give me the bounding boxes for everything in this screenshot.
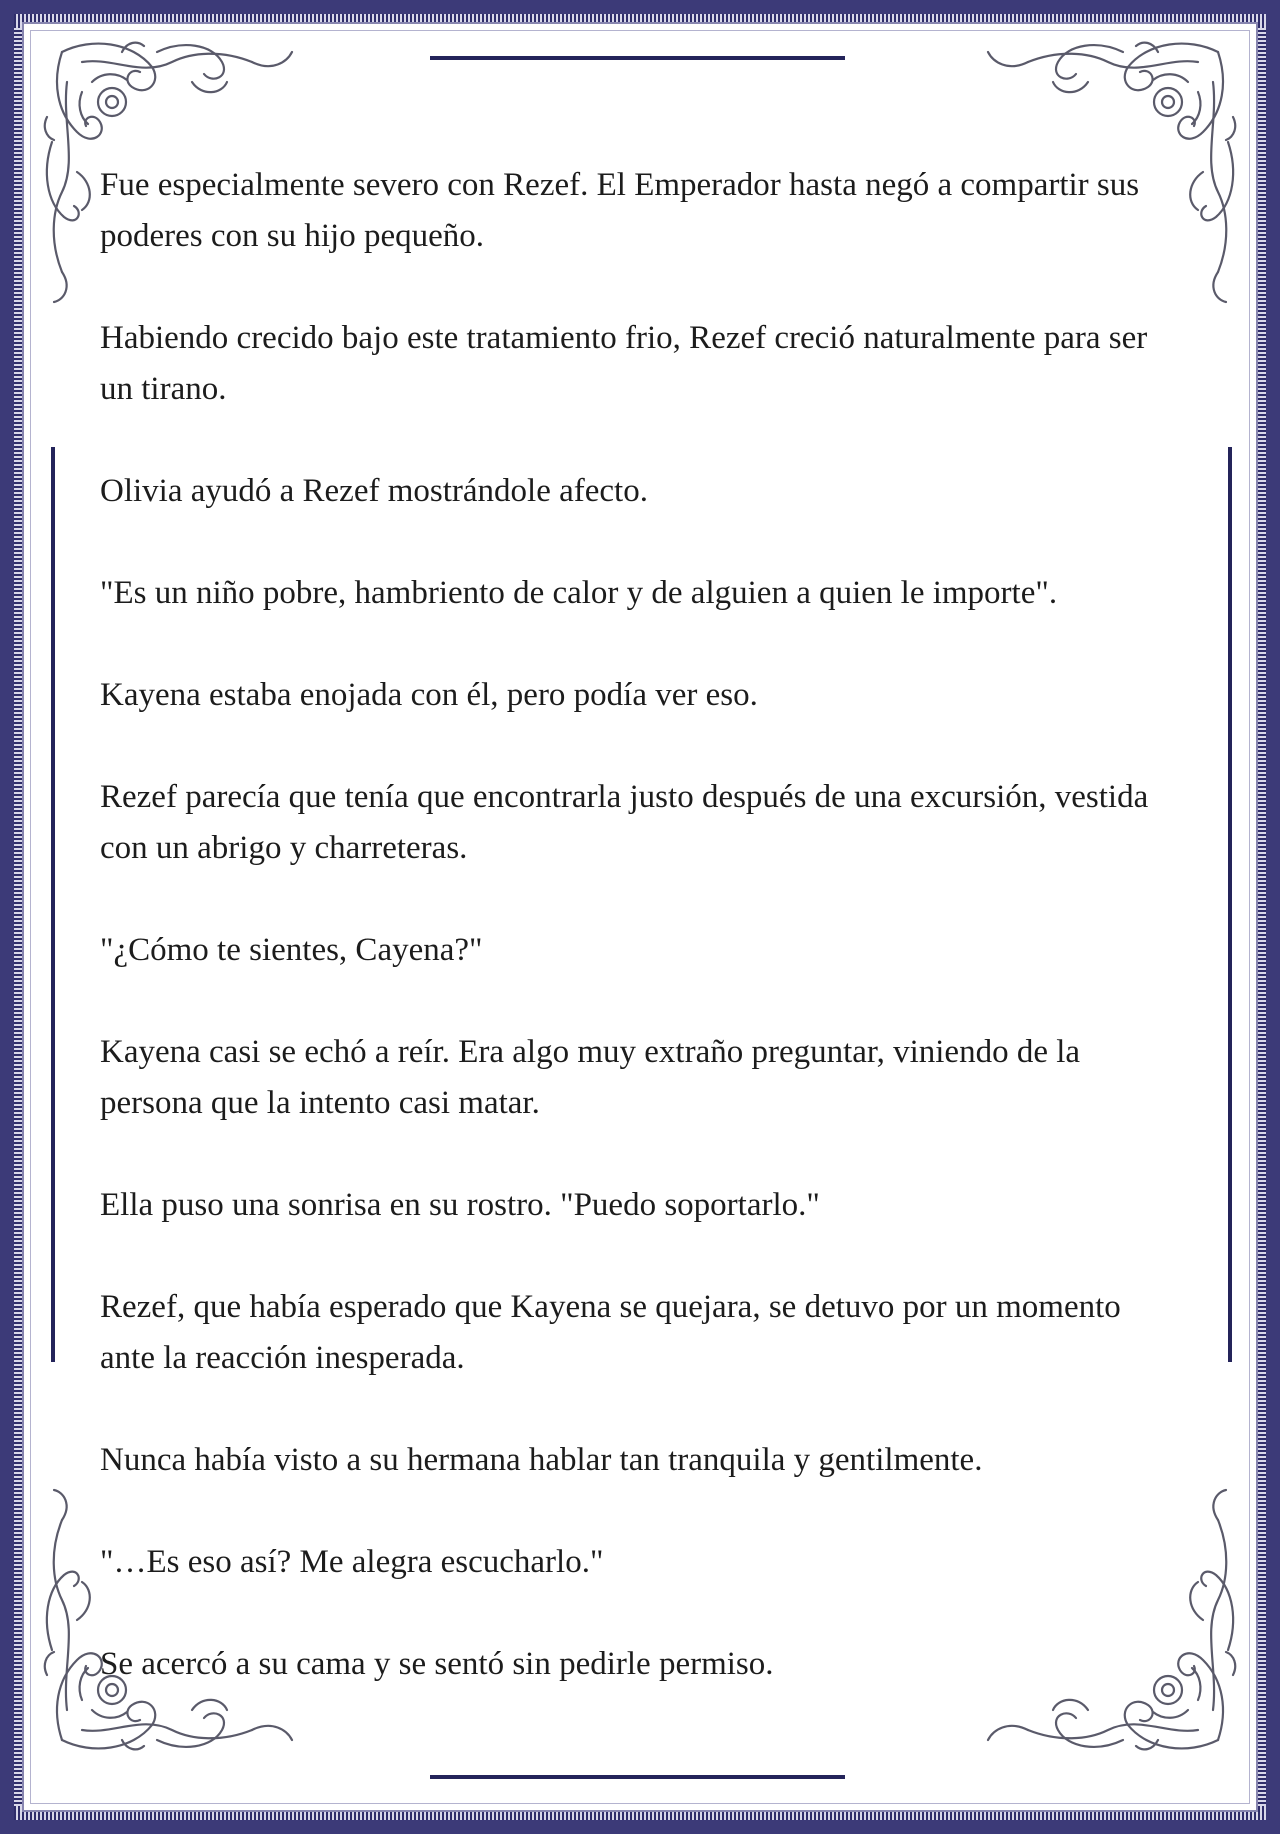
right-rule [1228, 447, 1232, 1362]
paragraph: Se acercó a su cama y se sentó sin pedirle permiso. [100, 1646, 774, 1682]
paragraph: "¿Cómo te sientes, Cayena?" [100, 932, 483, 968]
paragraph: Nunca había visto a su hermana hablar tan tranquila y gentilmente. [100, 1442, 983, 1478]
paragraph: Rezef parecía que tenía que encontrarla justo después de una excursión, vestida con un abrigo y charreteras. [100, 779, 1149, 866]
paragraph: Rezef, que había esperado que Kayena se quejara, se detuvo por un momento ante la reacción inesperada. [100, 1289, 1121, 1376]
top-rule [430, 56, 845, 60]
paragraph: Fue especialmente severo con Rezef. El Emperador hasta negó a compartir sus poderes con su hijo pequeño. [100, 167, 1140, 254]
bottom-rule [430, 1775, 845, 1779]
paragraph: "Es un niño pobre, hambriento de calor y de alguien a quien le importe". [100, 575, 1058, 611]
paragraph: Ella puso una sonrisa en su rostro. "Puedo soportarlo." [100, 1187, 820, 1223]
paragraph: Kayena casi se echó a reír. Era algo muy extraño preguntar, viniendo de la persona que la intento casi matar. [100, 1034, 1081, 1121]
paragraph: "…Es eso así? Me alegra escucharlo." [100, 1544, 604, 1580]
paragraph: Olivia ayudó a Rezef mostrándole afecto. [100, 473, 648, 509]
document-text [100, 160, 1180, 1741]
left-rule [51, 447, 55, 1362]
paragraph: Habiendo crecido bajo este tratamiento frio, Rezef creció naturalmente para ser un tirano. [100, 320, 1148, 407]
paragraph: Kayena estaba enojada con él, pero podía ver eso. [100, 677, 758, 713]
